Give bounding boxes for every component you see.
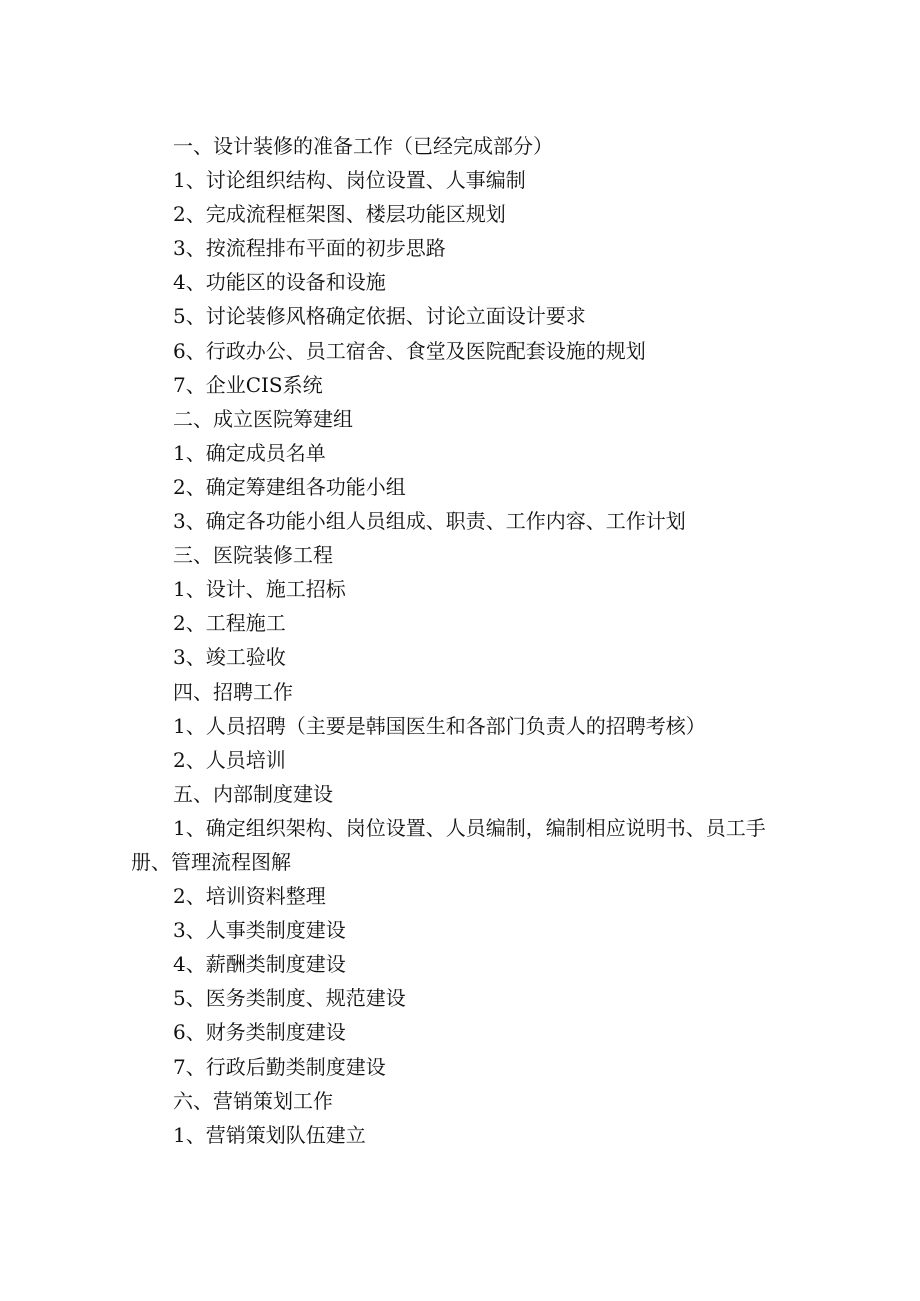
list-item: 3、竣工验收 [173,645,286,670]
section-heading: 一、设计装修的准备工作（已经完成部分） [173,134,553,158]
list-item: 6、行政办公、员工宿舍、食堂及医院配套设施的规划 [173,338,646,363]
section-heading: 二、成立医院筹建组 [173,406,353,431]
list-item: 5、医务类制度、规范建设 [173,986,406,1011]
document-body [131,129,781,1152]
list-item: 1、讨论组织结构、岗位设置、人事编制 [173,168,526,193]
list-item: 1、确定组织架构、岗位设置、人员编制，编制相应说明书、员工手册、管理流程图解 [131,815,766,874]
list-item: 1、人员招聘（主要是韩国医生和各部门负责人的招聘考核） [173,713,706,738]
list-item: 7、企业CIS系统 [173,372,323,397]
list-item: 2、培训资料整理 [173,884,326,909]
list-item: 2、完成流程框架图、楼层功能区规划 [173,202,506,227]
section-heading: 六、营销策划工作 [173,1088,333,1113]
list-item: 4、薪酬类制度建设 [173,952,346,977]
list-item: 1、营销策划队伍建立 [173,1122,366,1147]
list-item: 5、讨论装修风格确定依据、讨论立面设计要求 [173,304,586,329]
list-item: 2、工程施工 [173,611,286,636]
list-item: 2、人员培训 [173,747,286,772]
list-item: 3、按流程排布平面的初步思路 [173,236,446,261]
section-heading: 五、内部制度建设 [173,781,333,806]
list-item: 2、确定筹建组各功能小组 [173,474,406,499]
section-heading: 三、医院装修工程 [173,543,333,568]
list-item: 6、财务类制度建设 [173,1020,346,1045]
list-item: 1、设计、施工招标 [173,577,346,602]
section-heading: 四、招聘工作 [173,679,293,704]
list-item: 1、确定成员名单 [173,440,326,465]
list-item: 3、人事类制度建设 [173,918,346,943]
list-item: 4、功能区的设备和设施 [173,270,386,295]
list-item: 3、确定各功能小组人员组成、职责、工作内容、工作计划 [173,509,686,534]
list-item: 7、行政后勤类制度建设 [173,1054,386,1079]
